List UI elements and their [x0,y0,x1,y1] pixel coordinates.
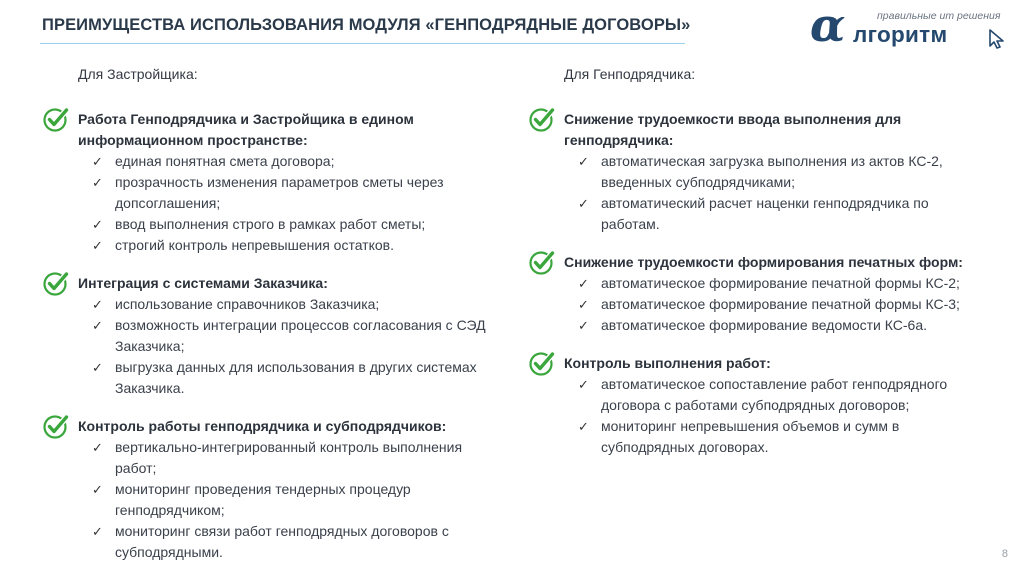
list-item [578,193,976,235]
list-item-text: мониторинг связи работ генподрядных договоров с субподрядными. [115,523,449,560]
checkmark-icon: ✓ [92,297,103,312]
benefit-block [40,416,490,563]
title-underline [40,43,685,44]
benefit-list [526,151,976,235]
checkmark-icon: ✓ [92,440,103,455]
list-item-text: автоматическое сопоставление работ генподрядного договора с работами субподрядных договоров; [601,376,948,413]
list-item-text: автоматическое формирование печатной формы КС-2; [601,275,960,291]
checkmark-icon: ✓ [92,175,103,190]
list-item [92,437,490,479]
list-item [92,172,490,214]
list-item-text: вертикально-интегрированный контроль выполнения работ; [115,439,463,476]
checkmark-icon: ✓ [92,524,103,539]
checkmark-icon: ✓ [578,196,589,211]
check-circle-icon [42,412,70,440]
checkmark-icon: ✓ [578,297,589,312]
list-item [578,151,976,193]
benefit-block [526,252,976,336]
benefit-block [526,353,976,458]
list-item [92,521,490,563]
list-item [578,315,976,336]
list-item-text: автоматическое формирование ведомости КС-6а. [601,317,927,333]
checkmark-icon: ✓ [578,318,589,333]
benefit-list [526,273,976,336]
logo-alpha-mark: α [810,0,846,52]
checkmark-icon: ✓ [578,377,589,392]
checkmark-icon: ✓ [578,276,589,291]
logo-wordmark: лгоритм [853,22,948,47]
benefit-list [40,294,490,399]
benefit-block [526,109,976,235]
list-item [92,151,490,172]
benefit-title: Интеграция с системами Заказчика: [78,275,328,291]
benefit-block [40,109,490,256]
list-item-text: использование справочников Заказчика; [115,296,380,312]
list-item [578,374,976,416]
column-heading: Для Застройщика: [78,66,198,82]
right-column [526,64,976,458]
list-item-text: автоматическое формирование печатной формы КС-3; [601,296,960,312]
list-item [92,357,490,399]
checkmark-icon: ✓ [578,154,589,169]
logo-tagline: правильные ит решения [877,10,1001,22]
list-item-text: ввод выполнения строго в рамках работ сметы; [115,216,426,232]
list-item-text: мониторинг непревышения объемов и сумм в субподрядных договорах. [601,418,900,455]
list-item [578,294,976,315]
list-item [578,416,976,458]
checkmark-icon: ✓ [92,238,103,253]
list-item-text: прозрачность изменения параметров сметы через допсоглашения; [115,174,444,211]
list-item-text: автоматический расчет наценки генподрядчика по работам. [601,195,929,232]
checkmark-icon: ✓ [92,217,103,232]
cursor-icon [989,29,1005,49]
benefit-title: Работа Генподрядчика и Застройщика в едином информационном пространстве: [78,111,414,148]
benefit-title: Контроль выполнения работ: [564,355,771,371]
benefit-list [40,151,490,256]
check-circle-icon [528,105,556,133]
benefit-title: Снижение трудоемкости формирования печатных форм: [564,254,963,270]
checkmark-icon: ✓ [92,360,103,375]
page-number: 8 [1001,548,1008,560]
list-item-text: возможность интеграции процессов согласования с СЭД Заказчика; [115,317,486,354]
list-item [92,214,490,235]
list-item-text: мониторинг проведения тендерных процедур генподрядчиком; [115,481,411,518]
checkmark-icon: ✓ [92,482,103,497]
list-item [92,315,490,357]
list-item-text: выгрузка данных для использования в других системах Заказчика. [115,359,477,396]
list-item [92,294,490,315]
benefit-title: Контроль работы генподрядчика и субподрядчиков: [78,418,447,434]
benefit-list [526,374,976,458]
list-item-text: единая понятная смета договора; [115,153,335,169]
check-circle-icon [528,248,556,276]
benefit-list [40,437,490,563]
list-item [92,479,490,521]
check-circle-icon [42,269,70,297]
list-item-text: строгий контроль непревышения остатков. [115,237,394,253]
benefit-title: Снижение трудоемкости ввода выполнения для генподрядчика: [564,111,902,148]
column-heading: Для Генподрядчика: [564,66,696,82]
checkmark-icon: ✓ [92,154,103,169]
list-item [92,235,490,256]
list-item-text: автоматическая загрузка выполнения из актов КС-2, введенных субподрядчиками; [601,153,943,190]
benefit-block [40,273,490,399]
check-circle-icon [42,105,70,133]
check-circle-icon [528,349,556,377]
checkmark-icon: ✓ [578,419,589,434]
slide-title: ПРЕИМУЩЕСТВА ИСПОЛЬЗОВАНИЯ МОДУЛЯ «ГЕНПОДРЯДНЫЕ ДОГОВОРЫ» [42,16,691,34]
checkmark-icon: ✓ [92,318,103,333]
left-column [40,64,490,563]
list-item [578,273,976,294]
